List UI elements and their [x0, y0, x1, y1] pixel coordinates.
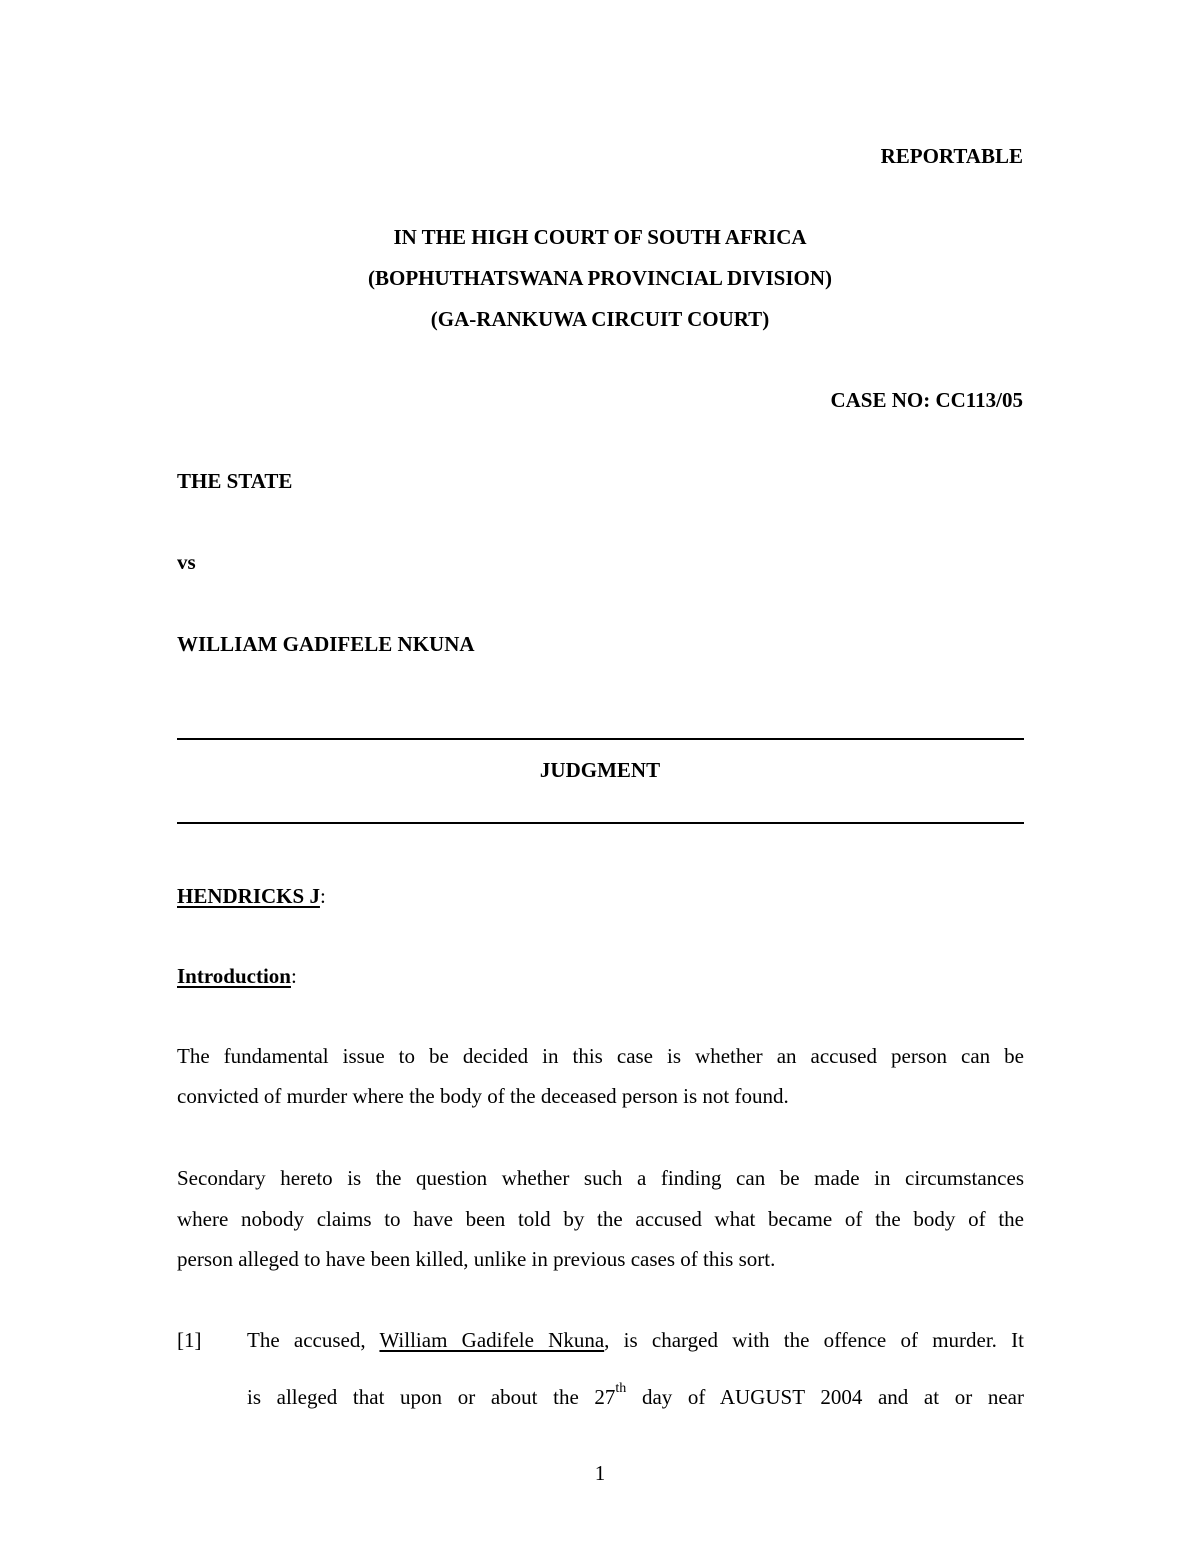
- introduction-heading: [177, 963, 297, 989]
- intro-paragraph-2-line-3: person alleged to have been killed, unlike in previous cases of this sort.: [177, 1247, 776, 1271]
- versus-label: vs: [177, 550, 196, 574]
- paragraph-1-line-2: [247, 1381, 1024, 1410]
- party-state: THE STATE: [177, 469, 293, 493]
- paragraph-number: [1]: [177, 1328, 202, 1352]
- paragraph-1-text-b: , is charged with the offence of murder. It: [604, 1328, 1024, 1352]
- paragraph-1-line-1: [247, 1328, 1024, 1353]
- judge-colon: :: [319, 884, 326, 908]
- case-number: CASE NO: CC113/05: [830, 388, 1023, 412]
- reportable-label: REPORTABLE: [880, 144, 1023, 168]
- page-number: 1: [594, 1461, 606, 1485]
- top-divider: [177, 738, 1024, 740]
- court-division: (BOPHUTHATSWANA PROVINCIAL DIVISION): [367, 266, 832, 290]
- court-name: IN THE HIGH COURT OF SOUTH AFRICA: [393, 225, 807, 249]
- circuit-court: (GA-RANKUWA CIRCUIT COURT): [430, 307, 770, 331]
- intro-paragraph-2-line-2: where nobody claims to have been told by the accused what became of the body of the: [177, 1207, 1024, 1231]
- accused-name-link: William Gadifele Nkuna: [379, 1328, 605, 1352]
- introduction-title: Introduction: [177, 964, 291, 988]
- intro-paragraph-2-line-1: Secondary hereto is the question whether such a finding can be made in circumstances: [177, 1166, 1024, 1190]
- paragraph-1-text-c: is alleged that upon or about the 27: [247, 1385, 616, 1409]
- judge-name: HENDRICKS J: [177, 884, 320, 908]
- judge-heading: [177, 883, 326, 909]
- intro-paragraph-1-line-2: convicted of murder where the body of the deceased person is not found.: [177, 1084, 789, 1108]
- bottom-divider: [177, 822, 1024, 824]
- intro-paragraph-1-line-1: The fundamental issue to be decided in this case is whether an accused person can be: [177, 1044, 1024, 1068]
- introduction-colon: :: [290, 964, 297, 988]
- paragraph-1-text-d: day of AUGUST 2004 and at or near: [626, 1385, 1024, 1409]
- ordinal-suffix: th: [615, 1381, 627, 1396]
- paragraph-1-text-a: The accused,: [247, 1328, 366, 1352]
- party-accused: WILLIAM GADIFELE NKUNA: [177, 632, 475, 656]
- judgment-title: JUDGMENT: [539, 758, 661, 782]
